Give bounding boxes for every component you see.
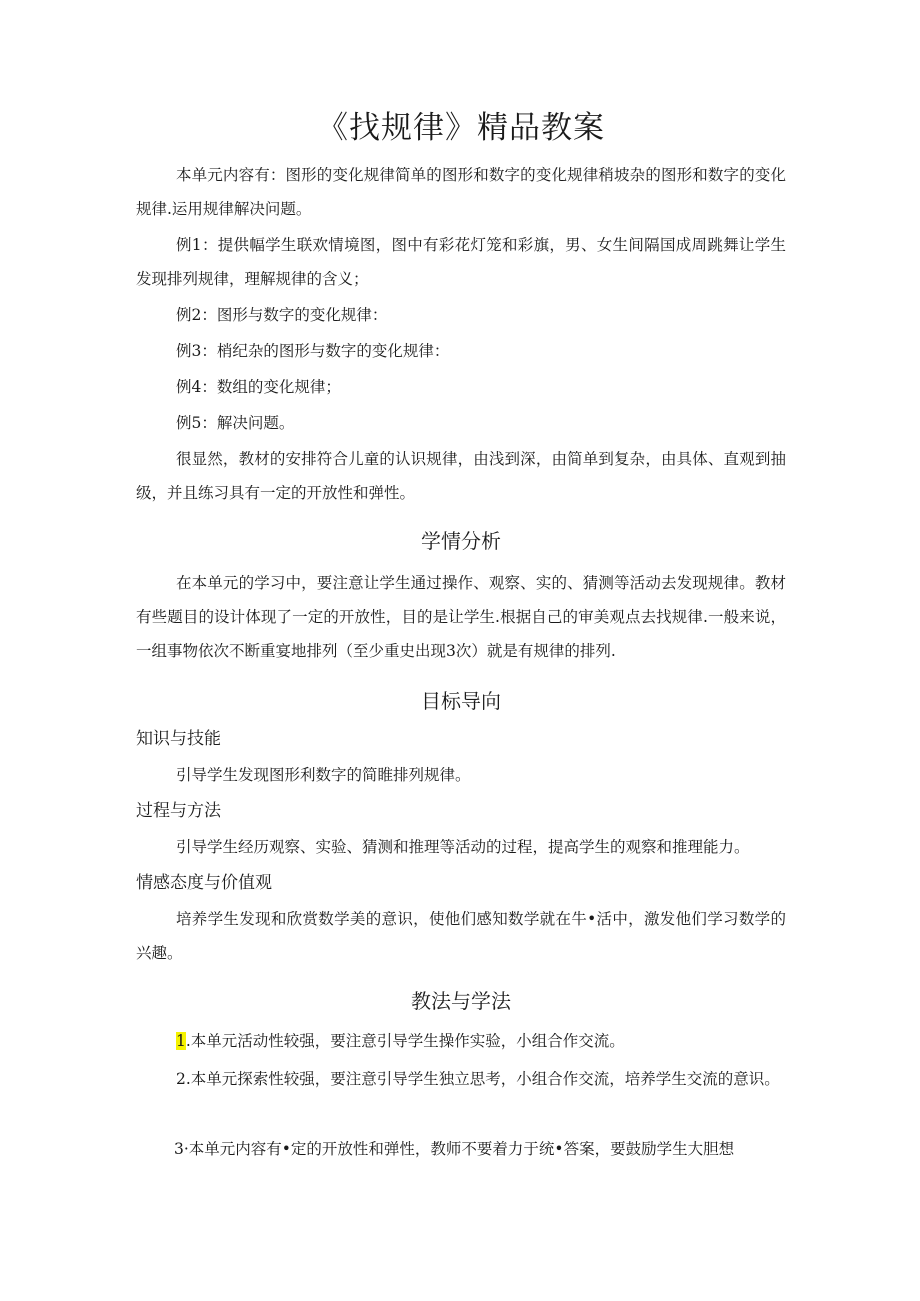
method-item-1 (136, 1024, 786, 1058)
method-item-2: 2.本单元探索性较强，要注意引导学生独立思考，小组合作交流，培养学生交流的意识。 (176, 1070, 780, 1088)
goals-heading: 目标导向 (421, 689, 501, 713)
process-paragraph: 引导学生经历观察、实验、猜测和推理等活动的过程，提高学生的观察和推理能力。 (176, 838, 750, 856)
process-subheading: 过程与方法 (136, 801, 221, 821)
knowledge-paragraph: 引导学生发现图形利数字的简睢排列规律。 (176, 766, 471, 784)
methods-heading: 教法与学法 (411, 989, 511, 1013)
highlighted-number: 1 (176, 1032, 186, 1050)
analysis-heading: 学情分析 (421, 529, 501, 553)
method-item-3: 3·本单元内容有•定的开放性和弹性，教师不要着力于统•答案，要鼓励学生大胆想 (174, 1140, 735, 1158)
emotion-subheading: 情感态度与价值观 (136, 873, 272, 893)
knowledge-subheading: 知识与技能 (136, 729, 221, 749)
method-item-1-text: .本单元活动性较强，要注意引导学生操作实验，小组合作交流。 (185, 1032, 625, 1050)
example-2-paragraph: 例2：图形与数字的变化规律： (176, 306, 388, 324)
intro-paragraph: 本单元内容有：图形的变化规律简单的图形和数字的变化规律稍坡杂的图形和数字的变化规律.运用规律解决问题。 (136, 166, 786, 218)
example-4-paragraph: 例4：数组的变化规律； (176, 378, 341, 396)
emotion-paragraph: 培养学生发现和欣赏数学美的意识，使他们感知数学就在牛•活中，激发他们学习数学的兴趣。 (136, 910, 786, 962)
example-1-paragraph: 例1：提供幅学生联欢情境图，图中有彩花灯笼和彩旗，男、女生间隔国成周跳舞让学生发现排列规律，理解规律的含义； (136, 236, 786, 288)
analysis-paragraph: 在本单元的学习中，要注意让学生通过操作、观察、实的、猜测等活动去发现规律。教材有些题目的设计体现了一定的开放性，目的是让学生.根据自己的审美观点去找规律.一般来说，一组事物依次不断重宴地排列（至少重史出现3次）就是有规律的排列. (136, 574, 786, 660)
example-3-paragraph: 例3：梢纪杂的图形与数字的变化规律： (176, 342, 450, 360)
example-5-paragraph: 例5：解决问题。 (176, 414, 295, 432)
document-title: 《找规律》精品教案 (317, 110, 605, 146)
summary-paragraph: 很显然，教材的安排符合儿童的认识规律，由浅到深，由简单到复杂，由具体、直观到抽级，并且练习具有一定的开放性和弹性。 (136, 450, 786, 502)
